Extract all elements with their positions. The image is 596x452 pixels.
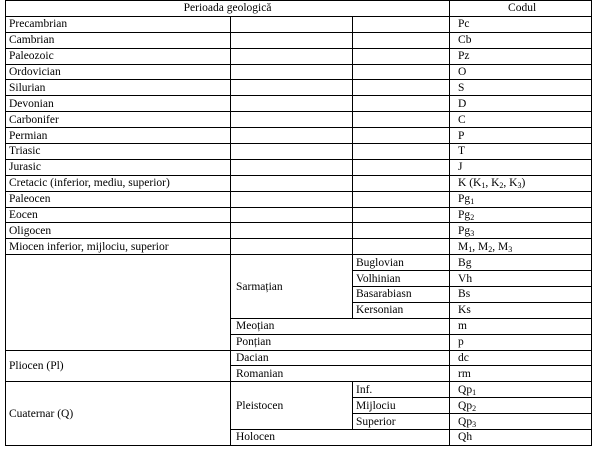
period-name: Devonian <box>6 96 231 112</box>
empty-cell <box>353 175 450 191</box>
table-row <box>6 112 592 128</box>
stage-name: Basarabiasn <box>353 287 450 303</box>
stage-name: Dacian <box>231 350 450 366</box>
empty-cell <box>353 239 450 255</box>
stage-name: Romanian <box>231 366 450 382</box>
empty-cell <box>231 80 353 96</box>
empty-cell <box>353 191 450 207</box>
empty-cell <box>231 175 353 191</box>
stage-code: Qh <box>450 430 592 446</box>
geologic-periods-table <box>5 0 592 446</box>
empty-cell <box>231 207 353 223</box>
period-code: Cb <box>450 32 592 48</box>
empty-cell <box>231 48 353 64</box>
stage-name: Inf. <box>353 382 450 398</box>
table-row <box>6 80 592 96</box>
period-code: J <box>450 159 592 175</box>
empty-cell <box>231 32 353 48</box>
period-code: K ($K_1$, $K_2$, $K_3$) <box>450 175 592 191</box>
period-name: Miocen inferior, mijlociu, superior <box>6 239 231 255</box>
stage-code: Vh <box>450 271 592 287</box>
empty-cell <box>6 255 231 350</box>
table-row-miocen <box>6 239 592 255</box>
period-code: P <box>450 128 592 144</box>
empty-cell <box>231 191 353 207</box>
header-period: Perioada geologică <box>6 1 450 17</box>
period-name: Silurian <box>6 80 231 96</box>
empty-cell <box>231 128 353 144</box>
table-row <box>6 223 592 239</box>
table-row <box>6 16 592 32</box>
stage-name: Mijlociu <box>353 398 450 414</box>
empty-cell <box>353 80 450 96</box>
period-name: Paleocen <box>6 191 231 207</box>
period-name: Carbonifer <box>6 112 231 128</box>
pleistocen-label: Pleistocen <box>231 382 353 430</box>
table-row <box>6 382 592 398</box>
sarmatian-label: Sarmațian <box>231 255 353 319</box>
table-row-cretacic <box>6 175 592 191</box>
table-row <box>6 159 592 175</box>
stage-code: Ks <box>450 302 592 318</box>
period-name: Cambrian <box>6 32 231 48</box>
empty-cell <box>231 112 353 128</box>
stage-name: Volhinian <box>353 271 450 287</box>
table-row <box>6 32 592 48</box>
period-code: C <box>450 112 592 128</box>
stage-code: Bs <box>450 287 592 303</box>
period-code: $Pg_2$ <box>450 207 592 223</box>
table-row <box>6 255 592 271</box>
empty-cell <box>231 96 353 112</box>
stage-name: Buglovian <box>353 255 450 271</box>
period-code: Pc <box>450 16 592 32</box>
table-row <box>6 64 592 80</box>
table-row <box>6 48 592 64</box>
period-name: Precambrian <box>6 16 231 32</box>
table-row <box>6 350 592 366</box>
stage-code: Bg <box>450 255 592 271</box>
empty-cell <box>353 223 450 239</box>
period-code: S <box>450 80 592 96</box>
period-code: D <box>450 96 592 112</box>
stage-name: Ponțian <box>231 334 450 350</box>
empty-cell <box>231 159 353 175</box>
empty-cell <box>353 32 450 48</box>
empty-cell <box>231 16 353 32</box>
table-row <box>6 144 592 160</box>
table-row <box>6 191 592 207</box>
period-code: $Pg_3$ <box>450 223 592 239</box>
empty-cell <box>231 223 353 239</box>
period-name: Oligocen <box>6 223 231 239</box>
table-header-row <box>6 1 592 17</box>
stage-code: dc <box>450 350 592 366</box>
stage-name: Superior <box>353 414 450 430</box>
empty-cell <box>353 64 450 80</box>
empty-cell <box>353 96 450 112</box>
period-name: Jurasic <box>6 159 231 175</box>
period-name: Permian <box>6 128 231 144</box>
empty-cell <box>353 207 450 223</box>
table-row <box>6 207 592 223</box>
period-code: $Pg_1$ <box>450 191 592 207</box>
stage-code: m <box>450 318 592 334</box>
empty-cell <box>353 144 450 160</box>
period-code: Pz <box>450 48 592 64</box>
period-name: Eocen <box>6 207 231 223</box>
empty-cell <box>353 48 450 64</box>
stage-code: rm <box>450 366 592 382</box>
empty-cell <box>353 128 450 144</box>
cuaternar-label: Cuaternar (Q) <box>6 382 231 446</box>
empty-cell <box>353 159 450 175</box>
period-name: Triasic <box>6 144 231 160</box>
empty-cell <box>353 112 450 128</box>
empty-cell <box>231 239 353 255</box>
empty-cell <box>353 16 450 32</box>
period-code: $M_1$, $M_2$, $M_3$ <box>450 239 592 255</box>
stage-name: Meoțian <box>231 318 450 334</box>
stage-code: $Qp_1$ <box>450 382 592 398</box>
header-code: Codul <box>450 1 592 17</box>
stage-name: Holocen <box>231 430 450 446</box>
period-name: Cretacic (inferior, mediu, superior) <box>6 175 231 191</box>
table-row <box>6 96 592 112</box>
stage-name: Kersonian <box>353 302 450 318</box>
stage-code: $Qp_2$ <box>450 398 592 414</box>
period-code: T <box>450 144 592 160</box>
table-row <box>6 128 592 144</box>
period-code: O <box>450 64 592 80</box>
pliocen-label: Pliocen (Pl) <box>6 350 231 382</box>
period-name: Paleozoic <box>6 48 231 64</box>
empty-cell <box>231 64 353 80</box>
stage-code: p <box>450 334 592 350</box>
empty-cell <box>231 144 353 160</box>
period-name: Ordovician <box>6 64 231 80</box>
stage-code: $Qp_3$ <box>450 414 592 430</box>
